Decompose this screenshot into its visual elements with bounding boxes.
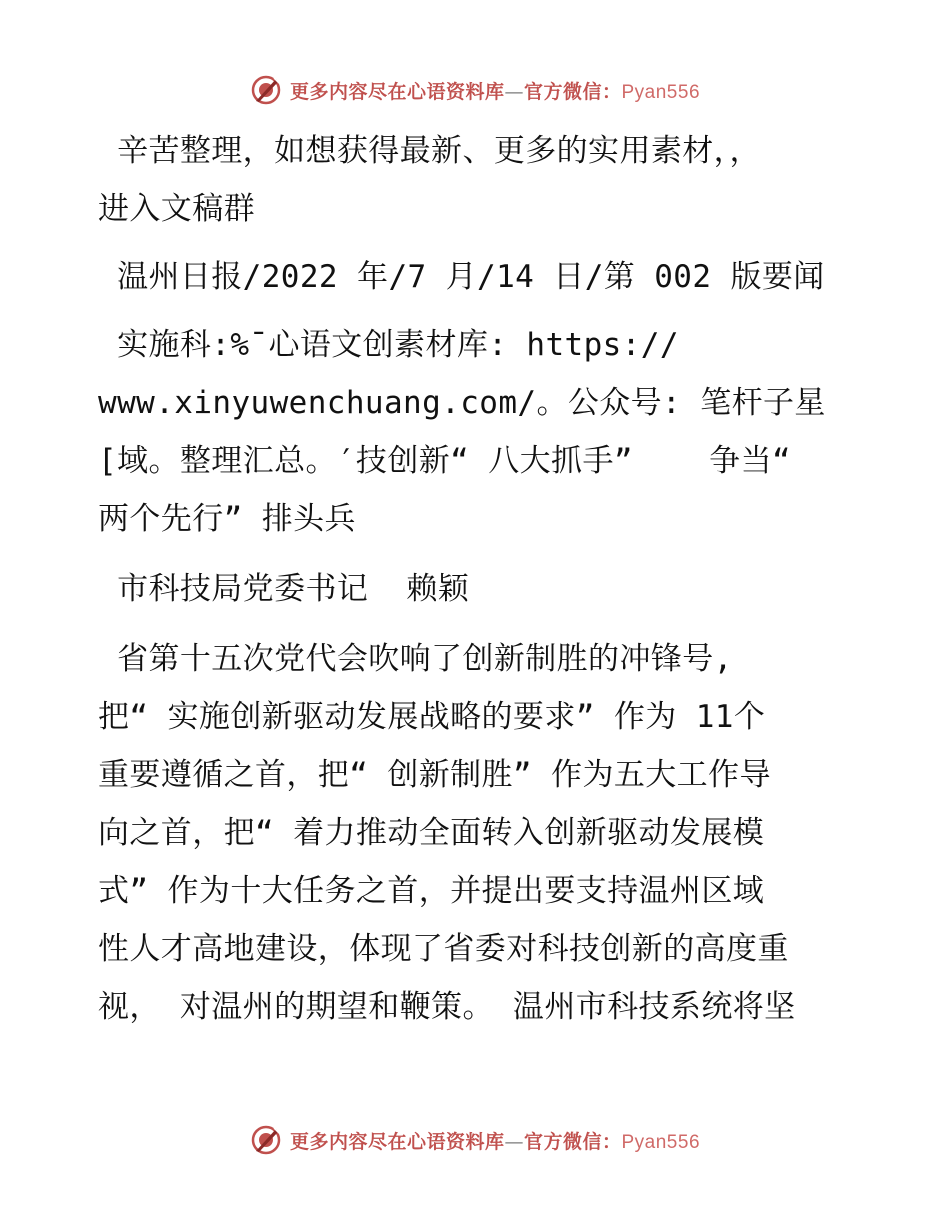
body-line: 式” 作为十大任务之首，并提出要支持温州区域 bbox=[98, 873, 765, 909]
title-line: [域。整理汇总。′技创新“ 八大抓手” 争当“ bbox=[98, 443, 792, 479]
intro-line: 进入文稿群 bbox=[98, 191, 255, 227]
quill-pen-logo-icon bbox=[250, 74, 282, 106]
document-body bbox=[98, 122, 858, 1036]
banner-dash: — bbox=[504, 80, 524, 103]
body-line: 视， 对温州的期望和鞭策。 温州市科技系统将坚 bbox=[98, 989, 796, 1025]
footer-banner bbox=[0, 1120, 950, 1160]
body-line: 重要遵循之首，把“ 创新制胜” 作为五大工作导 bbox=[98, 757, 771, 793]
banner-handle: Pyan556 bbox=[621, 1131, 701, 1153]
byline: 市科技局党委书记 赖颖 bbox=[98, 571, 470, 607]
body-line: 向之首，把“ 着力推动全面转入创新驱动发展模 bbox=[98, 815, 765, 851]
banner-dash: — bbox=[504, 1130, 524, 1153]
title-line: 实施科:%¯心语文创素材库: https:// bbox=[98, 327, 679, 363]
quill-pen-logo-icon bbox=[250, 1124, 282, 1156]
banner-text bbox=[290, 77, 700, 104]
source-line: 温州日报/2022 年/7 月/14 日/第 002 版要闻 bbox=[98, 259, 825, 295]
banner-handle: Pyan556 bbox=[621, 81, 701, 103]
intro-line: 辛苦整理，如想获得最新、更多的实用素材，， bbox=[98, 133, 761, 169]
body-line: 省第十五次党代会吹响了创新制胜的冲锋号, bbox=[98, 641, 733, 677]
banner-brand: 更多内容尽在心语资料库 bbox=[289, 80, 505, 103]
banner-text bbox=[290, 1127, 700, 1154]
header-banner bbox=[0, 70, 950, 110]
body-line: 把“ 实施创新驱动发展战略的要求” 作为 11个 bbox=[98, 699, 766, 735]
banner-brand: 更多内容尽在心语资料库 bbox=[289, 1130, 505, 1153]
body-line: 性人才高地建设，体现了省委对科技创新的高度重 bbox=[98, 931, 789, 967]
banner-official: 官方微信： bbox=[523, 80, 622, 103]
banner-official: 官方微信： bbox=[523, 1130, 622, 1153]
title-line: www.xinyuwenchuang.com/。公众号: 笔杆子星 bbox=[98, 385, 826, 421]
title-line: 两个先行” 排头兵 bbox=[98, 501, 356, 537]
